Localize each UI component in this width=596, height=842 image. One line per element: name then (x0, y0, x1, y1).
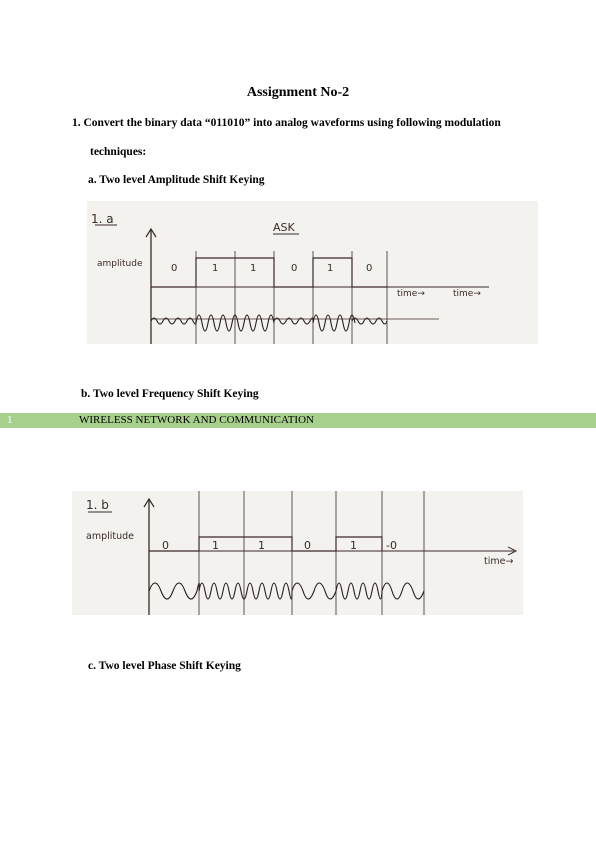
figure-b-label: 1. b (86, 498, 109, 512)
figure-a-label: 1. a (91, 212, 114, 226)
figure-a-bit-3: 1 (250, 263, 257, 274)
figure-a-heading: ASK (273, 221, 295, 234)
part-c-heading: c. Two level Phase Shift Keying (88, 660, 241, 672)
footer-band (0, 413, 596, 428)
question-1-text-continued: techniques: (90, 146, 147, 158)
part-a-heading: a. Two level Amplitude Shift Keying (88, 174, 265, 186)
figure-a-bit-2: 1 (212, 263, 219, 274)
part-b-heading: b. Two level Frequency Shift Keying (81, 388, 259, 400)
figure-a-x-label-2: time→ (453, 289, 481, 299)
figure-a-x-label-1: time→ (397, 289, 425, 299)
fsk-modulated-wave (149, 583, 424, 599)
page-title: Assignment No-2 (246, 85, 350, 100)
figure-b-bit-4: 0 (304, 539, 311, 552)
figure-b-bit-3: 1 (258, 539, 265, 552)
ask-waveform-figure (87, 201, 538, 344)
question-1-text: 1. Convert the binary data “011010” into analog waveforms using following modulation (72, 117, 501, 129)
fsk-waveform-figure (72, 491, 523, 615)
figure-b-bit-5: 1 (350, 539, 357, 552)
figure-b-bit-1: 0 (162, 539, 169, 552)
figure-a-y-label: amplitude (97, 259, 143, 269)
footer-text: WIRELESS NETWORK AND COMMUNICATION (79, 414, 314, 426)
footer-page-number: 1 (7, 414, 13, 426)
figure-b-x-label: time→ (484, 556, 514, 567)
figure-a-bit-6: 0 (366, 263, 373, 274)
figure-b-bit-6: -0 (386, 539, 397, 552)
figure-a-bit-4: 0 (291, 263, 298, 274)
figure-a-bit-1: 0 (171, 263, 178, 274)
figure-b-bit-2: 1 (212, 539, 219, 552)
figure-a-bit-5: 1 (327, 263, 334, 274)
figure-b-y-label: amplitude (86, 531, 135, 542)
